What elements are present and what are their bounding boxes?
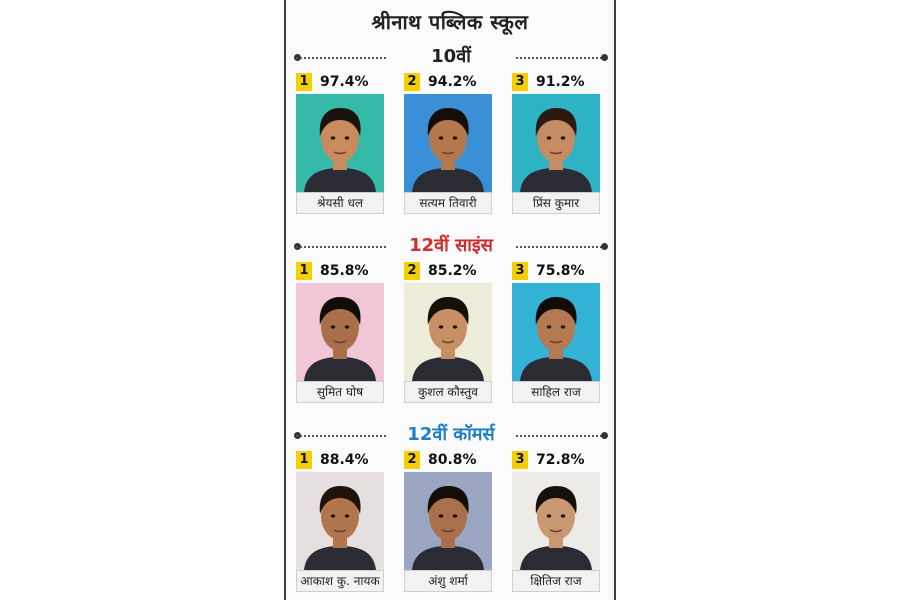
rank-badge: 2 <box>404 73 420 91</box>
student-name: कुशल कौस्तुव <box>404 381 492 403</box>
portrait-graphic <box>512 94 600 192</box>
student-photo <box>404 94 492 192</box>
portrait-graphic <box>512 472 600 570</box>
percentage: 94.2% <box>428 74 477 90</box>
rank-badge: 1 <box>296 73 312 91</box>
section-header-12th-commerce <box>296 424 606 446</box>
percentage: 80.8% <box>428 452 477 468</box>
portrait-graphic <box>404 283 492 381</box>
percentage: 85.2% <box>428 263 477 279</box>
percentage: 85.8% <box>320 263 369 279</box>
student-name: श्रेयसी धल <box>296 192 384 214</box>
student-photo <box>296 283 384 381</box>
rank-badge: 3 <box>512 451 528 469</box>
student-card <box>296 72 384 214</box>
student-name: सुमित घोष <box>296 381 384 403</box>
percentage: 97.4% <box>320 74 369 90</box>
portrait-graphic <box>296 283 384 381</box>
student-name: साहिल राज <box>512 381 600 403</box>
student-card <box>404 450 492 592</box>
student-card <box>512 261 600 403</box>
student-name: क्षितिज राज <box>512 570 600 592</box>
section-header-10th <box>296 46 606 68</box>
student-card <box>296 450 384 592</box>
percentage: 75.8% <box>536 263 585 279</box>
rank-badge: 1 <box>296 451 312 469</box>
student-photo <box>512 283 600 381</box>
percentage: 88.4% <box>320 452 369 468</box>
portrait-graphic <box>296 472 384 570</box>
portrait-graphic <box>404 94 492 192</box>
portrait-graphic <box>512 283 600 381</box>
rank-badge: 2 <box>404 262 420 280</box>
student-photo <box>296 94 384 192</box>
student-name: प्रिंस कुमार <box>512 192 600 214</box>
student-card <box>404 72 492 214</box>
student-photo <box>512 472 600 570</box>
percentage: 91.2% <box>536 74 585 90</box>
portrait-graphic <box>296 94 384 192</box>
student-name: अंशु शर्मा <box>404 570 492 592</box>
rank-badge: 1 <box>296 262 312 280</box>
student-card <box>296 261 384 403</box>
results-panel <box>284 0 616 600</box>
school-title: श्रीनाथ पब्लिक स्कूल <box>371 10 529 34</box>
student-card <box>512 72 600 214</box>
student-photo <box>296 472 384 570</box>
student-photo <box>512 94 600 192</box>
rank-badge: 3 <box>512 73 528 91</box>
percentage: 72.8% <box>536 452 585 468</box>
student-photo <box>404 472 492 570</box>
student-card <box>404 261 492 403</box>
portrait-graphic <box>404 472 492 570</box>
student-name: आकाश कु. नायक <box>296 570 384 592</box>
rank-badge: 3 <box>512 262 528 280</box>
rank-badge: 2 <box>404 451 420 469</box>
section-title: 12वीं कॉमर्स <box>407 424 495 445</box>
student-photo <box>404 283 492 381</box>
student-card <box>512 450 600 592</box>
student-name: सत्यम तिवारी <box>404 192 492 214</box>
section-header-12th-science <box>296 235 606 257</box>
section-title: 10वीं <box>431 46 471 67</box>
section-title: 12वीं साइंस <box>409 235 493 256</box>
